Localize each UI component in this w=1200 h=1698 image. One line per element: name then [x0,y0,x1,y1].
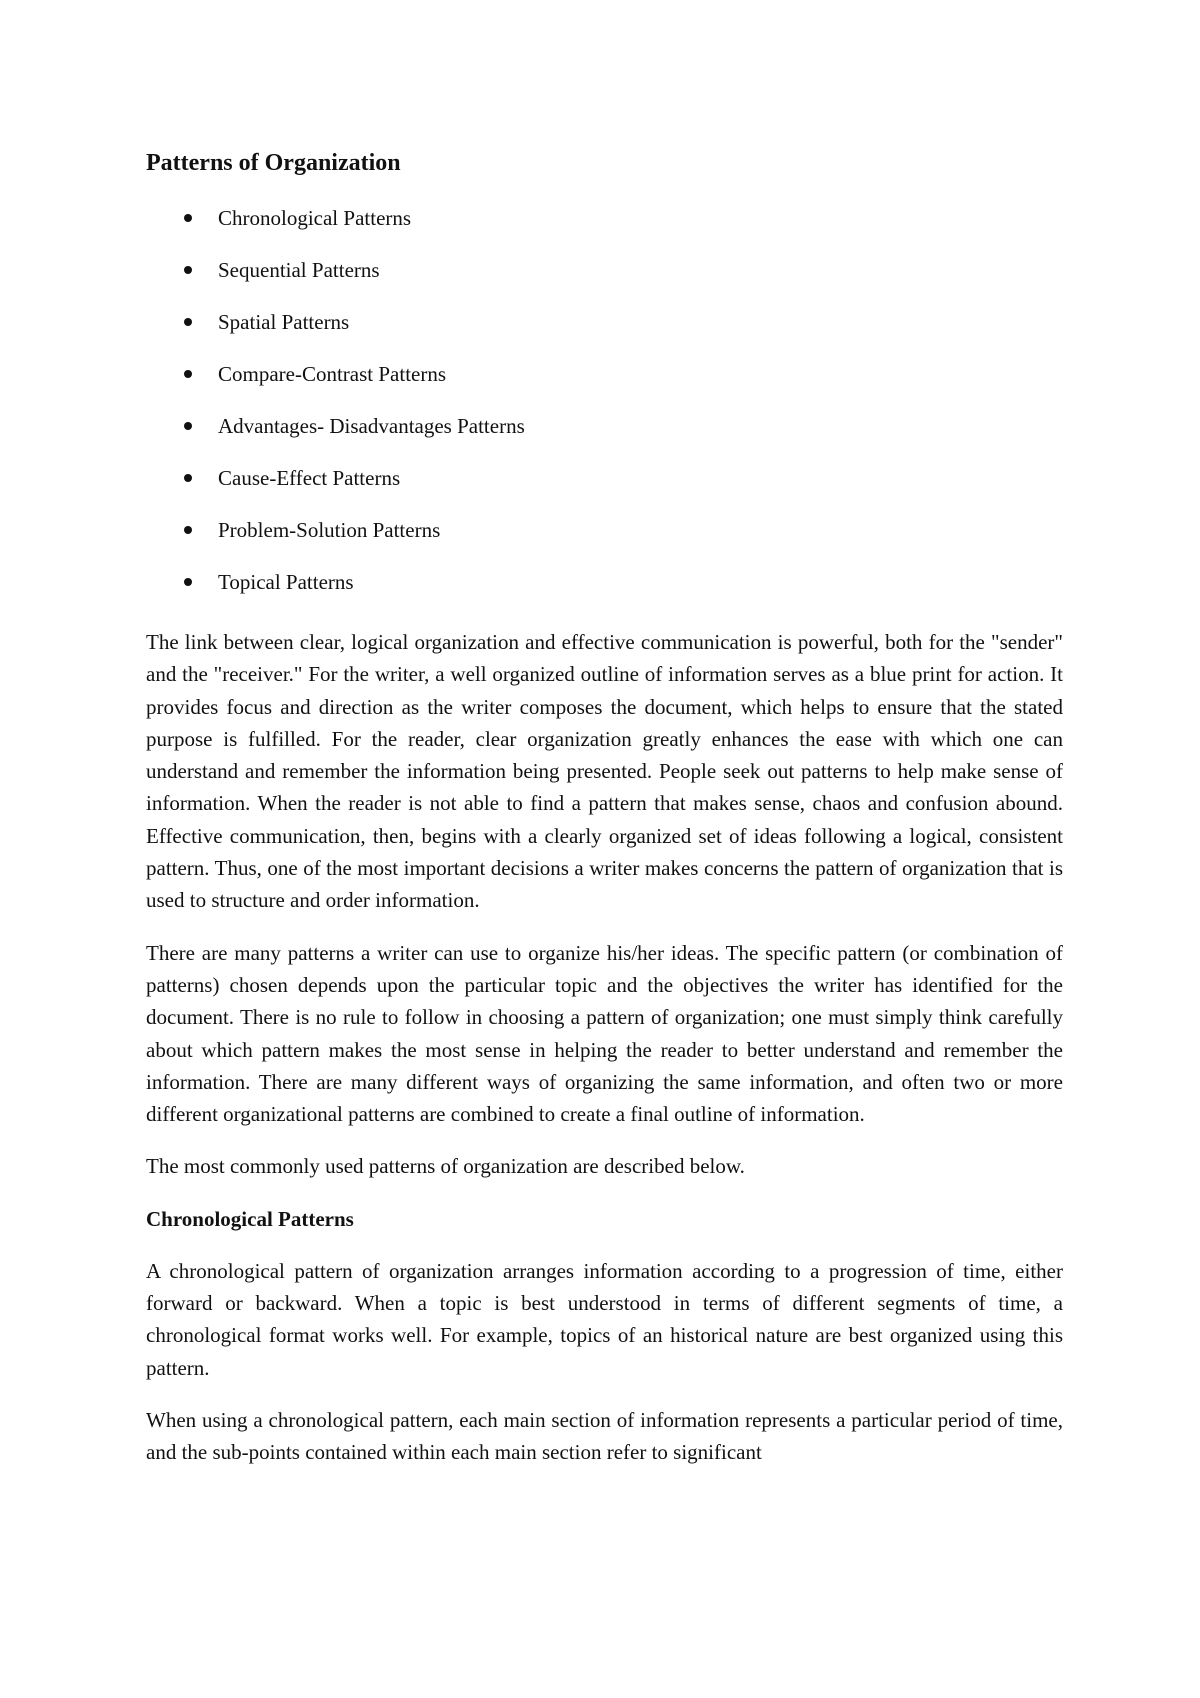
body-paragraph: The most commonly used patterns of organization are described below. [146,1154,745,1179]
list-item-label: Compare-Contrast Patterns [218,362,447,386]
list-item [146,566,1063,618]
section-paragraph: When using a chronological pattern, each main section of information represents a particular period of time, and the sub-points contained within each main section refer to significant [146,1407,1063,1465]
patterns-list [146,202,1063,618]
bullet-icon [184,422,192,430]
list-item [146,254,1063,306]
bullet-icon [184,370,192,378]
bullet-icon [184,578,192,586]
list-item-label: Advantages- Disadvantages Patterns [218,414,525,438]
section-heading: Chronological Patterns [146,1206,354,1231]
document-title: Patterns of Organization [146,150,401,176]
list-item-label: Problem-Solution Patterns [218,518,441,542]
list-item [146,202,1063,254]
list-item-label: Sequential Patterns [218,258,380,282]
bullet-icon [184,526,192,534]
bullet-icon [184,214,192,222]
list-item-label: Spatial Patterns [218,310,350,334]
bullet-icon [184,474,192,482]
list-item [146,462,1063,514]
section-paragraph: A chronological pattern of organization arranges information according to a progression of time, either forward or backward. When a topic is best understood in terms of different segments of time, a chronological format works well. For example, topics of an historical nature are best organized using this pattern. [146,1258,1063,1380]
document-page [146,146,1063,1489]
list-item [146,514,1063,566]
list-item-label: Chronological Patterns [218,206,412,230]
list-item [146,410,1063,462]
bullet-icon [184,318,192,326]
list-item-label: Cause-Effect Patterns [218,466,401,490]
body-paragraph: The link between clear, logical organization and effective communication is powerful, both for the "sender" and the "receiver." For the writer, a well organized outline of information serves as a blue print for action. It provides focus and direction as the writer composes the document, which helps to ensure that the stated purpose is fulfilled. For the reader, clear organization greatly enhances the ease with which one can understand and remember the information being presented. People seek out patterns to help make sense of information. When the reader is not able to find a pattern that makes sense, chaos and confusion abound. Effective communication, then, begins with a clearly organized set of ideas following a logical, consistent pattern. Thus, one of the most important decisions a writer makes concerns the pattern of organization that is used to structure and order information. [146,630,1063,913]
list-item [146,358,1063,410]
body-paragraph: There are many patterns a writer can use to organize his/her ideas. The specific pattern (or combination of patterns) chosen depends upon the particular topic and the objectives the writer has identified for the document. There is no rule to follow in choosing a pattern of organization; one must simply think carefully about which pattern makes the most sense in helping the reader to better understand and remember the information. There are many different ways of organizing the same information, and often two or more different organizational patterns are combined to create a final outline of information. [146,940,1063,1127]
bullet-icon [184,266,192,274]
list-item [146,306,1063,358]
list-item-label: Topical Patterns [218,570,354,594]
